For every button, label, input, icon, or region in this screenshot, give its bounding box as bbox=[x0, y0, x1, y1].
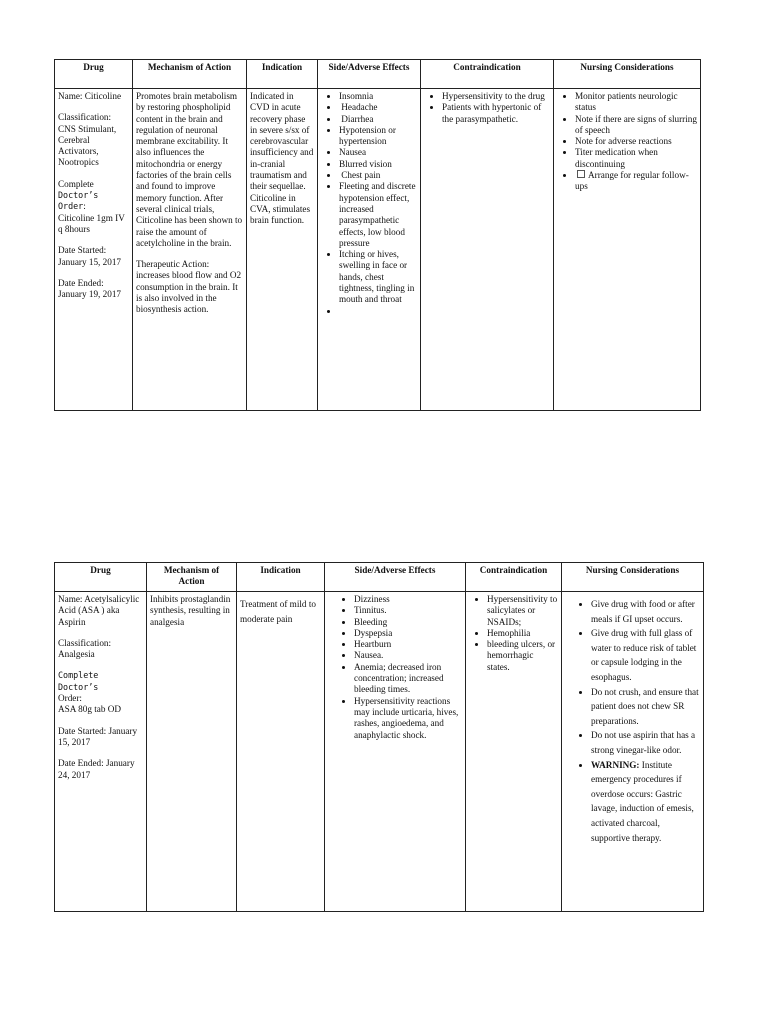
header-drug: Drug bbox=[55, 563, 147, 592]
date-ended: Date Ended: January 19, 2017 bbox=[58, 277, 122, 300]
list-item: • Diarrhea bbox=[339, 114, 417, 125]
order-value: Citicoline 1gm IV q 8hours bbox=[58, 212, 125, 234]
table-row bbox=[55, 89, 701, 411]
side-effects-list bbox=[321, 91, 417, 317]
side-effects-cell bbox=[325, 592, 466, 912]
drug-name: Name: Acetylsalicylic Acid (ASA ) aka Aspirin bbox=[58, 594, 140, 627]
list-item: • Titer medication when discontinuing bbox=[575, 147, 697, 170]
list-item: • Do not crush, and ensure that patient does not chew SR preparations. bbox=[591, 685, 700, 729]
list-item: • Nausea. bbox=[354, 650, 462, 661]
order-label: Complete Doctor’s bbox=[58, 670, 99, 692]
doctors-order bbox=[58, 670, 143, 715]
date-started: Date Started: January 15, 2017 bbox=[58, 245, 122, 267]
list-item-warning bbox=[591, 758, 700, 846]
nursing-cell bbox=[554, 89, 701, 411]
list-item: • Headache bbox=[339, 102, 417, 113]
drug-table-aspirin bbox=[54, 562, 704, 912]
drug-classification: Classification: CNS Stimulant, Cerebral Activators, Nootropics bbox=[58, 112, 117, 168]
checkbox-glyph-icon bbox=[577, 170, 585, 178]
list-item: • Monitor patients neurologic status bbox=[575, 91, 697, 114]
list-item: • Fleeting and discrete hypotension effect, increased parasympathetic effects, low blood pressure bbox=[339, 181, 417, 249]
list-item: • Hemophilia bbox=[487, 628, 558, 639]
list-item: • Itching or hives, swelling in face or hands, chest tightness, tingling in mouth and throat bbox=[339, 249, 417, 305]
contraindication-cell bbox=[421, 89, 554, 411]
list-item: • Chest pain bbox=[339, 170, 417, 181]
mechanism-text: Promotes brain metabolism by restoring phospholipid content in the brain and regulation of neuronal membrane excitability. It also influences the mitochondria or energy factories of the brain cells and found to improve memory function. After several clinical trials, Citicoline has been shown to raise the amount of acetylcholine in the brain. bbox=[136, 91, 243, 248]
list-item: • Hypersensitivity to salicylates or NSAIDs; bbox=[487, 594, 558, 628]
contraindication-list bbox=[424, 91, 550, 125]
order-label-2: Order: bbox=[58, 693, 82, 704]
side-effects-cell bbox=[318, 89, 421, 411]
list-item: • Bleeding bbox=[354, 617, 462, 628]
order-colon: : bbox=[83, 201, 86, 212]
header-nursing: Nursing Considerations bbox=[554, 60, 701, 89]
list-item: • Give drug with full glass of water to reduce risk of tablet or capsule lodging in the esophagus. bbox=[591, 626, 700, 684]
order-label-2: Doctor’s Order bbox=[58, 190, 99, 212]
list-item: • Blurred vision bbox=[339, 159, 417, 170]
side-effects-list bbox=[328, 594, 462, 741]
mechanism-cell bbox=[147, 592, 237, 912]
nursing-list bbox=[565, 597, 700, 845]
table-header-row bbox=[55, 563, 704, 592]
header-side-effects: Side/Adverse Effects bbox=[325, 563, 466, 592]
list-item: • Hypotension or hypertension bbox=[339, 125, 417, 148]
drug-cell bbox=[55, 89, 133, 411]
header-indication: Indication bbox=[237, 563, 325, 592]
indication-cell bbox=[237, 592, 325, 912]
header-side-effects: Side/Adverse Effects bbox=[318, 60, 421, 89]
list-item-empty bbox=[339, 306, 417, 317]
list-item: • Heartburn bbox=[354, 639, 462, 650]
therapeutic-action: Therapeutic Action: increases blood flow and O2 consumption in the brain. It is also involved in the biosynthesis action. bbox=[136, 259, 242, 315]
header-mechanism: Mechanism of Action bbox=[133, 60, 247, 89]
order-value: ASA 80g tab OD bbox=[58, 704, 122, 715]
list-item: • bleeding ulcers, or hemorrhagic states. bbox=[487, 639, 558, 673]
list-item: • Note if there are signs of slurring of speech bbox=[575, 114, 697, 137]
indication-text: Treatment of mild to moderate pain bbox=[240, 599, 316, 624]
date-ended: Date Ended: January 24, 2017 bbox=[58, 758, 135, 780]
warning-text: Institute emergency procedures if overdose occurs: Gastric lavage, induction of emesis, activated charcoal, supportive therapy. bbox=[591, 759, 694, 843]
header-indication: Indication bbox=[247, 60, 318, 89]
header-contraindication: Contraindication bbox=[466, 563, 562, 592]
header-mechanism: Mechanism of Action bbox=[147, 563, 237, 592]
mechanism-cell bbox=[133, 89, 247, 411]
list-item bbox=[575, 170, 697, 193]
list-item: • Patients with hypertonic of the parasympathetic. bbox=[442, 102, 550, 125]
list-item: • Note for adverse reactions bbox=[575, 136, 697, 147]
list-item: • Nausea bbox=[339, 147, 417, 158]
header-nursing: Nursing Considerations bbox=[562, 563, 704, 592]
doctors-order bbox=[58, 179, 129, 235]
nursing-list bbox=[557, 91, 697, 193]
drug-name: Name: Citicoline bbox=[58, 91, 122, 101]
list-item: • Give drug with food or after meals if GI upset occurs. bbox=[591, 597, 700, 626]
list-item: • Do not use aspirin that has a strong vinegar-like odor. bbox=[591, 728, 700, 757]
header-contraindication: Contraindication bbox=[421, 60, 554, 89]
warning-label: WARNING: bbox=[591, 759, 640, 770]
drug-table-citicoline bbox=[54, 59, 701, 411]
mechanism-text: Inhibits prostaglandin synthesis, resulting in analgesia bbox=[150, 594, 231, 627]
date-started: Date Started: January 15, 2017 bbox=[58, 725, 138, 747]
contraindication-list bbox=[469, 594, 558, 673]
list-item: • Dizziness bbox=[354, 594, 462, 605]
list-item: • Hypersensitivity to the drug bbox=[442, 91, 550, 102]
list-item: • Anemia; decreased iron concentration; increased bleeding times. bbox=[354, 662, 462, 696]
order-label: Complete bbox=[58, 178, 94, 189]
nursing-cell bbox=[562, 592, 704, 912]
list-item: • Insomnia bbox=[339, 91, 417, 102]
indication-text: Indicated in CVD in acute recovery phase in severe s/sx of cerebrovascular insufficiency and in-cranial traumatism and their sequellae. Citicoline in CVA, stimulates brain function. bbox=[250, 91, 314, 226]
list-item: • Hypersensitivity reactions may include urticaria, hives, rashes, angioedema, and anaphylactic shock. bbox=[354, 696, 462, 741]
header-drug: Drug bbox=[55, 60, 133, 89]
list-item: • Dyspepsia bbox=[354, 628, 462, 639]
drug-classification: Classification: Analgesia bbox=[58, 637, 112, 660]
table-header-row bbox=[55, 60, 701, 89]
contraindication-cell bbox=[466, 592, 562, 912]
list-item-text: Arrange for regular follow-ups bbox=[575, 170, 689, 192]
table-row bbox=[55, 592, 704, 912]
drug-cell bbox=[55, 592, 147, 912]
list-item: • Tinnitus. bbox=[354, 605, 462, 616]
indication-cell bbox=[247, 89, 318, 411]
